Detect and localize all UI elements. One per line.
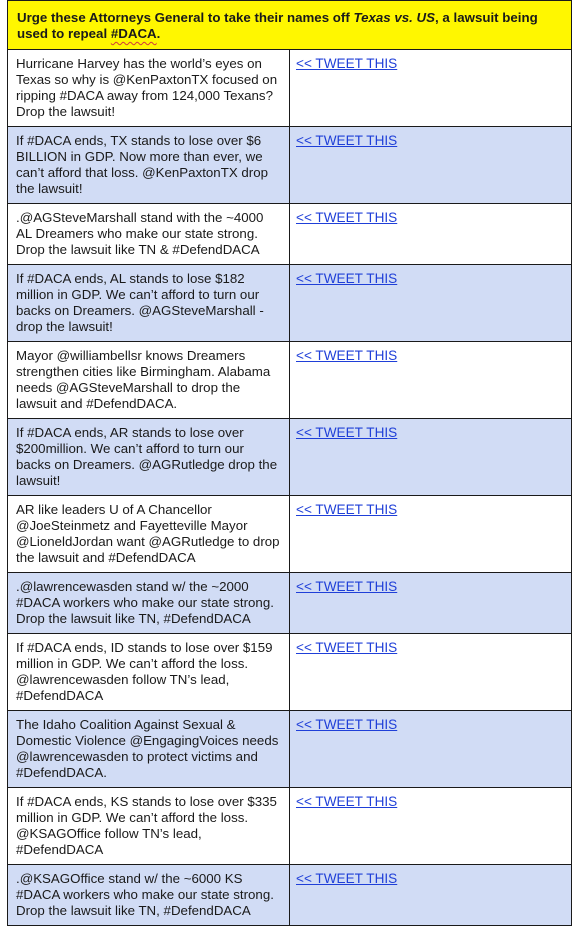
tweet-this-link[interactable]: << TWEET THIS (296, 871, 398, 886)
tweet-text: .@AGSteveMarshall stand with the ~4000 AL Dreamers who make our state strong. Drop the lawsuit like TN & #DefendDACA (8, 204, 290, 265)
tweet-this-link[interactable]: << TWEET THIS (296, 579, 398, 594)
tweet-table-body (8, 1, 572, 926)
tweet-row (8, 419, 572, 496)
tweet-row (8, 50, 572, 127)
header-text-part3: . (156, 26, 161, 41)
tweet-text: If #DACA ends, AR stands to lose over $200million. We can’t afford to turn our backs on Dreamers. @AGRutledge drop the lawsuit! (8, 419, 290, 496)
tweet-text: .@KSAGOffice stand w/ the ~6000 KS #DACA workers who make our state strong. Drop the lawsuit like TN, #DefendDACA (8, 865, 290, 926)
tweet-row (8, 342, 572, 419)
tweet-text: If #DACA ends, KS stands to lose over $335 million in GDP. We can’t afford the loss. @KSAGOffice follow TN’s lead, #DefendDACA (8, 788, 290, 865)
tweet-table (7, 0, 572, 926)
header-text-part1: Urge these Attorneys General to take their names off (17, 10, 354, 25)
tweet-action-cell (290, 788, 572, 865)
tweet-this-link[interactable]: << TWEET THIS (296, 502, 398, 517)
tweet-row (8, 865, 572, 926)
tweet-row (8, 265, 572, 342)
tweet-this-link[interactable]: << TWEET THIS (296, 717, 398, 732)
tweet-action-cell (290, 634, 572, 711)
header-case-name: Texas vs. US (353, 10, 436, 25)
header-hashtag: #DACA (110, 26, 157, 41)
tweet-text: .@lawrencewasden stand w/ the ~2000 #DACA workers who make our state strong. Drop the lawsuit like TN, #DefendDACA (8, 573, 290, 634)
tweet-row (8, 634, 572, 711)
tweet-text: If #DACA ends, ID stands to lose over $159 million in GDP. We can’t afford the loss. @lawrencewasden follow TN’s lead, #DefendDACA (8, 634, 290, 711)
tweet-row (8, 573, 572, 634)
tweet-text: The Idaho Coalition Against Sexual & Domestic Violence @EngagingVoices needs @lawrencewasden to protect victims and #DefendDACA. (8, 711, 290, 788)
tweet-this-link[interactable]: << TWEET THIS (296, 794, 398, 809)
tweet-action-cell (290, 865, 572, 926)
tweet-action-cell (290, 419, 572, 496)
tweet-action-cell (290, 496, 572, 573)
tweet-action-cell (290, 711, 572, 788)
tweet-text: Hurricane Harvey has the world’s eyes on Texas so why is @KenPaxtonTX focused on ripping #DACA away from 124,000 Texans? Drop the lawsuit! (8, 50, 290, 127)
tweet-this-link[interactable]: << TWEET THIS (296, 133, 398, 148)
tweet-row (8, 496, 572, 573)
header-cell (8, 1, 572, 50)
tweet-this-link[interactable]: << TWEET THIS (296, 425, 398, 440)
tweet-this-link[interactable]: << TWEET THIS (296, 271, 398, 286)
tweet-this-link[interactable]: << TWEET THIS (296, 56, 398, 71)
tweet-text: If #DACA ends, TX stands to lose over $6 BILLION in GDP. Now more than ever, we can’t afford that loss. @KenPaxtonTX drop the lawsuit! (8, 127, 290, 204)
tweet-row (8, 127, 572, 204)
tweet-text: Mayor @williambellsr knows Dreamers strengthen cities like Birmingham. Alabama needs @AGSteveMarshall to drop the lawsuit and #DefendDACA. (8, 342, 290, 419)
tweet-action-cell (290, 50, 572, 127)
tweet-action-cell (290, 573, 572, 634)
tweet-action-cell (290, 342, 572, 419)
header-text-part2: , a lawsuit being used to repeal (17, 10, 538, 41)
tweet-this-link[interactable]: << TWEET THIS (296, 640, 398, 655)
tweet-row (8, 711, 572, 788)
tweet-row (8, 204, 572, 265)
tweet-text: AR like leaders U of A Chancellor @JoeSteinmetz and Fayetteville Mayor @LioneldJordan want @AGRutledge to drop the lawsuit and #DefendDACA (8, 496, 290, 573)
tweet-action-cell (290, 204, 572, 265)
tweet-action-cell (290, 265, 572, 342)
tweet-row (8, 788, 572, 865)
header-row (8, 1, 572, 50)
tweet-action-cell (290, 127, 572, 204)
tweet-text: If #DACA ends, AL stands to lose $182 million in GDP. We can’t afford to turn our backs on Dreamers. @AGSteveMarshall - drop the lawsuit! (8, 265, 290, 342)
tweet-this-link[interactable]: << TWEET THIS (296, 210, 398, 225)
tweet-this-link[interactable]: << TWEET THIS (296, 348, 398, 363)
